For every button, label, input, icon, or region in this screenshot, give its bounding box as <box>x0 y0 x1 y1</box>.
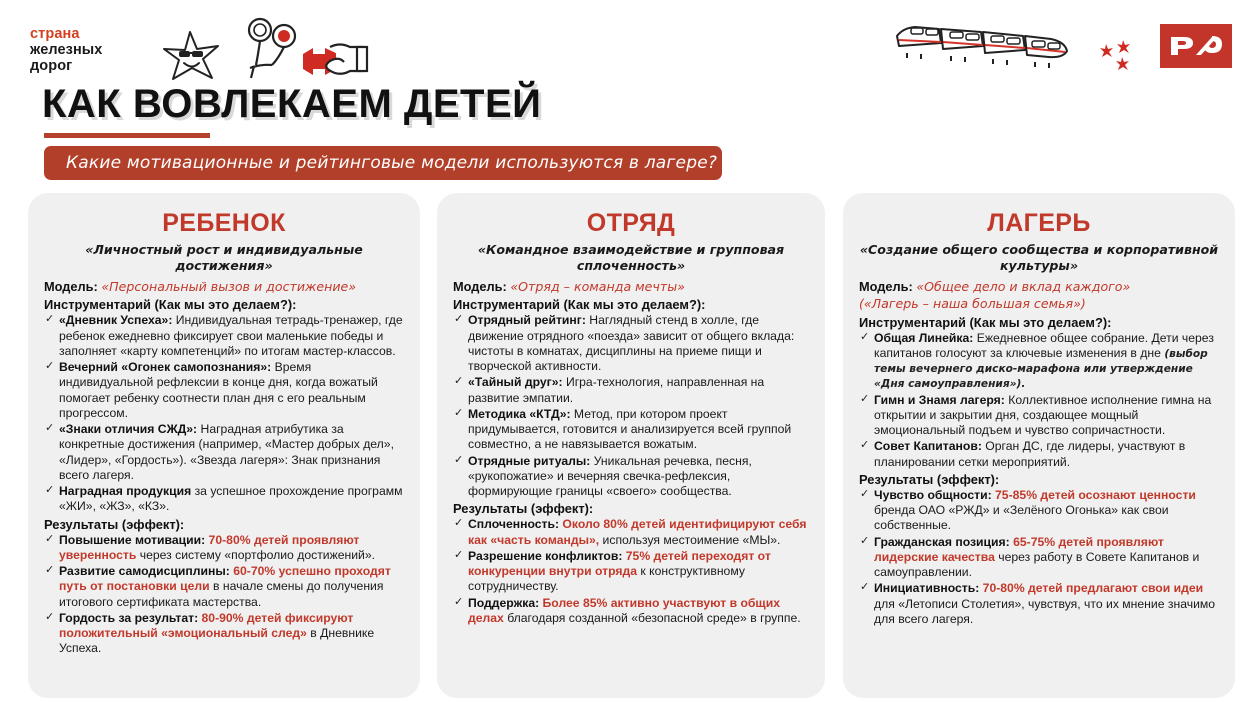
tools-text-fragment: Отрядный рейтинг: <box>468 313 586 328</box>
star-character-icon <box>160 30 228 82</box>
check-icon: ✓ <box>45 532 55 545</box>
page-title: КАК ВОВЛЕКАЕМ ДЕТЕЙ <box>42 82 542 126</box>
card-child <box>28 193 420 698</box>
results-text-fragment: к конструктивному сотрудничеству. <box>468 564 745 594</box>
check-icon: ✓ <box>45 422 55 435</box>
tools-text-fragment: Индивидуальная тетрадь-тренажер, где ребенок ежедневно фиксирует свои маленькие победы и заполняет «карту компетенций» по итогам мастер-классов. <box>59 313 403 358</box>
results-text-fragment: Гордость за результат: <box>59 610 199 625</box>
tools-text-fragment: за успешное прохождение программ «ЖИ», «ЖЗ», «КЗ». <box>59 484 403 514</box>
tools-item <box>44 360 404 421</box>
tools-text-fragment: Методика «КТД»: <box>468 406 571 421</box>
results-text-fragment: Повышение мотивации: <box>59 532 206 547</box>
brand-line-1: страна <box>30 26 80 42</box>
tools-text-fragment: Ежедневное общее собрание. Дети через капитанов голосуют за ключевые изменения в дне <box>874 330 1214 360</box>
title-underline-rule <box>44 133 210 138</box>
results-text-fragment: используя местоимение «МЫ». <box>599 532 781 547</box>
card-subtitle: «Личностный рост и индивидуальные достижения» <box>85 242 363 273</box>
sparkle-stars-icon <box>1098 38 1142 72</box>
brand-logotype <box>30 26 102 75</box>
tools-text-fragment: Вечерний «Огонек самопознания»: <box>59 360 272 375</box>
check-icon: ✓ <box>454 406 464 419</box>
tools-item <box>44 313 404 359</box>
card-title: РЕБЕНОК <box>162 209 286 237</box>
check-icon: ✓ <box>860 534 870 547</box>
check-icon: ✓ <box>45 610 55 623</box>
tools-list <box>44 313 404 514</box>
tools-text-fragment: Наглядный стенд в холле, где движение отрядного «поезда» зависит от общего вклада: чистоты в комнатах, дисциплины на приеме пищи и творческой активности. <box>468 313 795 374</box>
results-text-fragment: 70-80% детей предлагают свои идеи <box>979 581 1204 596</box>
results-text-fragment: 70-80% детей проявляют уверенность <box>59 532 360 562</box>
results-text-fragment: Гражданская позиция: <box>874 534 1010 549</box>
results-item <box>859 581 1219 627</box>
check-icon: ✓ <box>860 330 870 343</box>
results-item <box>859 488 1219 534</box>
model-value: «Персональный вызов и достижение» <box>101 278 357 294</box>
tools-text-fragment: «Знаки отличия СЖД»: <box>59 422 198 437</box>
tools-item <box>859 331 1219 392</box>
results-section-heading: Результаты (эффект): <box>44 516 185 532</box>
card-subtitle: «Командное взаимодействие и групповая сплоченность» <box>477 242 785 273</box>
card-squad <box>437 193 825 698</box>
tools-item <box>44 484 404 515</box>
results-text-fragment: Чувство общности: <box>874 487 992 502</box>
railway-signal-icon <box>240 16 302 82</box>
cards-container <box>0 193 1250 698</box>
tools-text-fragment: Время индивидуальной рефлексии в конце дня, когда вожатый помогает ребенку соотнести план дня с его реальным прогрессом. <box>59 360 378 420</box>
tools-text-fragment: Орган ДС, где лидеры, участвуют в планировании сетки мероприятий. <box>874 439 1186 469</box>
card-camp <box>843 193 1235 698</box>
handshake-icon <box>300 38 372 80</box>
results-text-fragment: Около 80% детей идентифицируют себя как «часть команды», <box>468 517 807 547</box>
results-item <box>453 596 809 627</box>
results-text-fragment: 75-85% детей осознают ценности <box>991 487 1196 502</box>
tools-text-fragment: Совет Капитанов: <box>874 439 982 454</box>
check-icon: ✓ <box>860 392 870 405</box>
question-banner <box>44 146 722 180</box>
tools-text-fragment: (выбор темы вечернего диско-марафона или утверждение «Дня самоуправления»). <box>874 347 1208 391</box>
model-label: Модель: <box>859 278 917 294</box>
check-icon: ✓ <box>454 313 464 326</box>
model-value: «Общее дело и вклад каждого» <box>916 278 1131 294</box>
check-icon: ✓ <box>454 548 464 561</box>
check-icon: ✓ <box>45 484 55 497</box>
tools-list <box>859 331 1219 470</box>
results-item <box>453 549 809 595</box>
tools-text-fragment: Общая Линейка: <box>874 330 974 345</box>
tools-item <box>453 375 809 406</box>
tools-text-fragment: «Дневник Успеха»: <box>59 313 173 328</box>
tools-text-fragment: Гимн и Знамя лагеря: <box>874 392 1005 407</box>
model-label: Модель: <box>453 278 511 294</box>
check-icon: ✓ <box>860 487 870 500</box>
results-text-fragment: для «Летописи Столетия», чувствуя, что их мнение значимо для всего лагеря. <box>874 596 1216 626</box>
check-icon: ✓ <box>454 453 464 466</box>
question-text: Какие мотивационные и рейтинговые модели используются в лагере? <box>66 153 718 173</box>
tools-item <box>859 439 1219 470</box>
check-icon: ✓ <box>454 517 464 530</box>
check-icon: ✓ <box>45 564 55 577</box>
tools-list <box>453 313 809 499</box>
results-item <box>859 535 1219 581</box>
tools-section-heading: Инструментарий (Как мы это делаем?): <box>453 297 706 313</box>
tools-text-fragment: Уникальная речевка, песня, «рукопожатие» и вечерняя свечка-рефлексия, формирующие границы «своего» сообщества. <box>468 453 752 499</box>
tools-text-fragment: Метод, при котором проект придумывается, готовится и анализируется всей группой совместно, а не навязывается вожатым. <box>468 406 792 452</box>
check-icon: ✓ <box>860 581 870 594</box>
model-line <box>859 279 1219 296</box>
results-text-fragment: Более 85% активно участвуют в общих делах <box>468 595 780 625</box>
tools-item <box>44 422 404 483</box>
results-text-fragment: в начале смены до получения итогового сертификата мастерства. <box>59 579 384 609</box>
results-text-fragment: 65-75% детей проявляют лидерские качества <box>874 534 1164 564</box>
tools-text-fragment: Коллективное исполнение гимна на открытии и закрытии дня, создающее мощный эмоциональный подъем и чувство сопричастности. <box>874 392 1212 438</box>
tools-section-heading: Инструментарий (Как мы это делаем?): <box>859 314 1112 330</box>
page-header <box>0 0 1250 88</box>
results-text-fragment: Разрешение конфликтов: <box>468 548 623 563</box>
results-section-heading: Результаты (эффект): <box>453 501 594 517</box>
results-text-fragment: Инициативность: <box>874 581 980 596</box>
check-icon: ✓ <box>454 375 464 388</box>
model-line <box>453 279 809 296</box>
model-value-secondary: («Лагерь – наша большая семья») <box>859 296 1086 312</box>
tools-text-fragment: Наградная продукция <box>59 484 192 499</box>
results-item <box>44 564 404 610</box>
card-title: ЛАГЕРЬ <box>987 209 1091 237</box>
rzd-logo-glyph <box>1168 33 1224 59</box>
tools-item <box>453 313 809 374</box>
tools-item <box>453 454 809 500</box>
results-text-fragment: через работу в Совете Капитанов и самоуправлении. <box>874 549 1200 580</box>
results-text-fragment: 75% детей переходят от конкуренции внутри отряда <box>468 548 771 579</box>
tools-text-fragment: Отрядные ритуалы: <box>468 453 591 468</box>
model-value: «Отряд – команда мечты» <box>510 278 685 294</box>
results-text-fragment: 80-90% детей фиксируют положительный «эмоциональный след» <box>59 610 354 641</box>
results-section-heading: Результаты (эффект): <box>859 471 1000 487</box>
tools-item <box>453 407 809 453</box>
train-icon <box>895 22 1075 70</box>
check-icon: ✓ <box>860 439 870 452</box>
results-text-fragment: Развитие самодисциплины: <box>59 564 230 579</box>
brand-line-3: дорог <box>30 58 73 75</box>
results-item <box>453 517 809 548</box>
tools-item <box>859 393 1219 439</box>
results-text-fragment: через систему «портфолио достижений». <box>136 547 376 562</box>
results-item <box>44 611 404 657</box>
tools-text-fragment: «Тайный друг»: <box>468 375 563 390</box>
check-icon: ✓ <box>45 313 55 326</box>
tools-section-heading: Инструментарий (Как мы это делаем?): <box>44 297 297 313</box>
brand-line-2: железных <box>30 42 103 59</box>
card-title: ОТРЯД <box>586 209 676 237</box>
card-subtitle: «Создание общего сообщества и корпоративной культуры» <box>859 242 1219 273</box>
results-text-fragment: в Дневнике Успеха. <box>59 626 375 656</box>
results-text-fragment: 60-70% успешно проходят путь от постановки цели <box>59 564 391 594</box>
results-list <box>44 533 404 657</box>
results-item <box>44 533 404 564</box>
check-icon: ✓ <box>45 360 55 373</box>
results-text-fragment: благодаря созданной «безопасной среде» в группе. <box>503 610 801 625</box>
results-list <box>453 517 809 626</box>
check-icon: ✓ <box>454 595 464 608</box>
tools-text-fragment: Игра-технология, направленная на развитие эмпатии. <box>468 375 765 405</box>
model-label: Модель: <box>44 278 102 294</box>
results-text-fragment: бренда ОАО «РЖД» и «Зелёного Огонька» как свои собственные. <box>874 503 1169 533</box>
results-list <box>859 488 1219 627</box>
rzd-logo <box>1160 24 1232 68</box>
results-text-fragment: Сплоченность: <box>468 517 560 532</box>
model-line <box>44 279 404 296</box>
results-text-fragment: Поддержка: <box>468 595 540 610</box>
tools-text-fragment: Наградная атрибутика за конкретные достижения (например, «Мастер добрых дел», «Лидер», «Гордость»). «Звезда лагеря»: Знак признания всего лагеря. <box>59 422 394 482</box>
